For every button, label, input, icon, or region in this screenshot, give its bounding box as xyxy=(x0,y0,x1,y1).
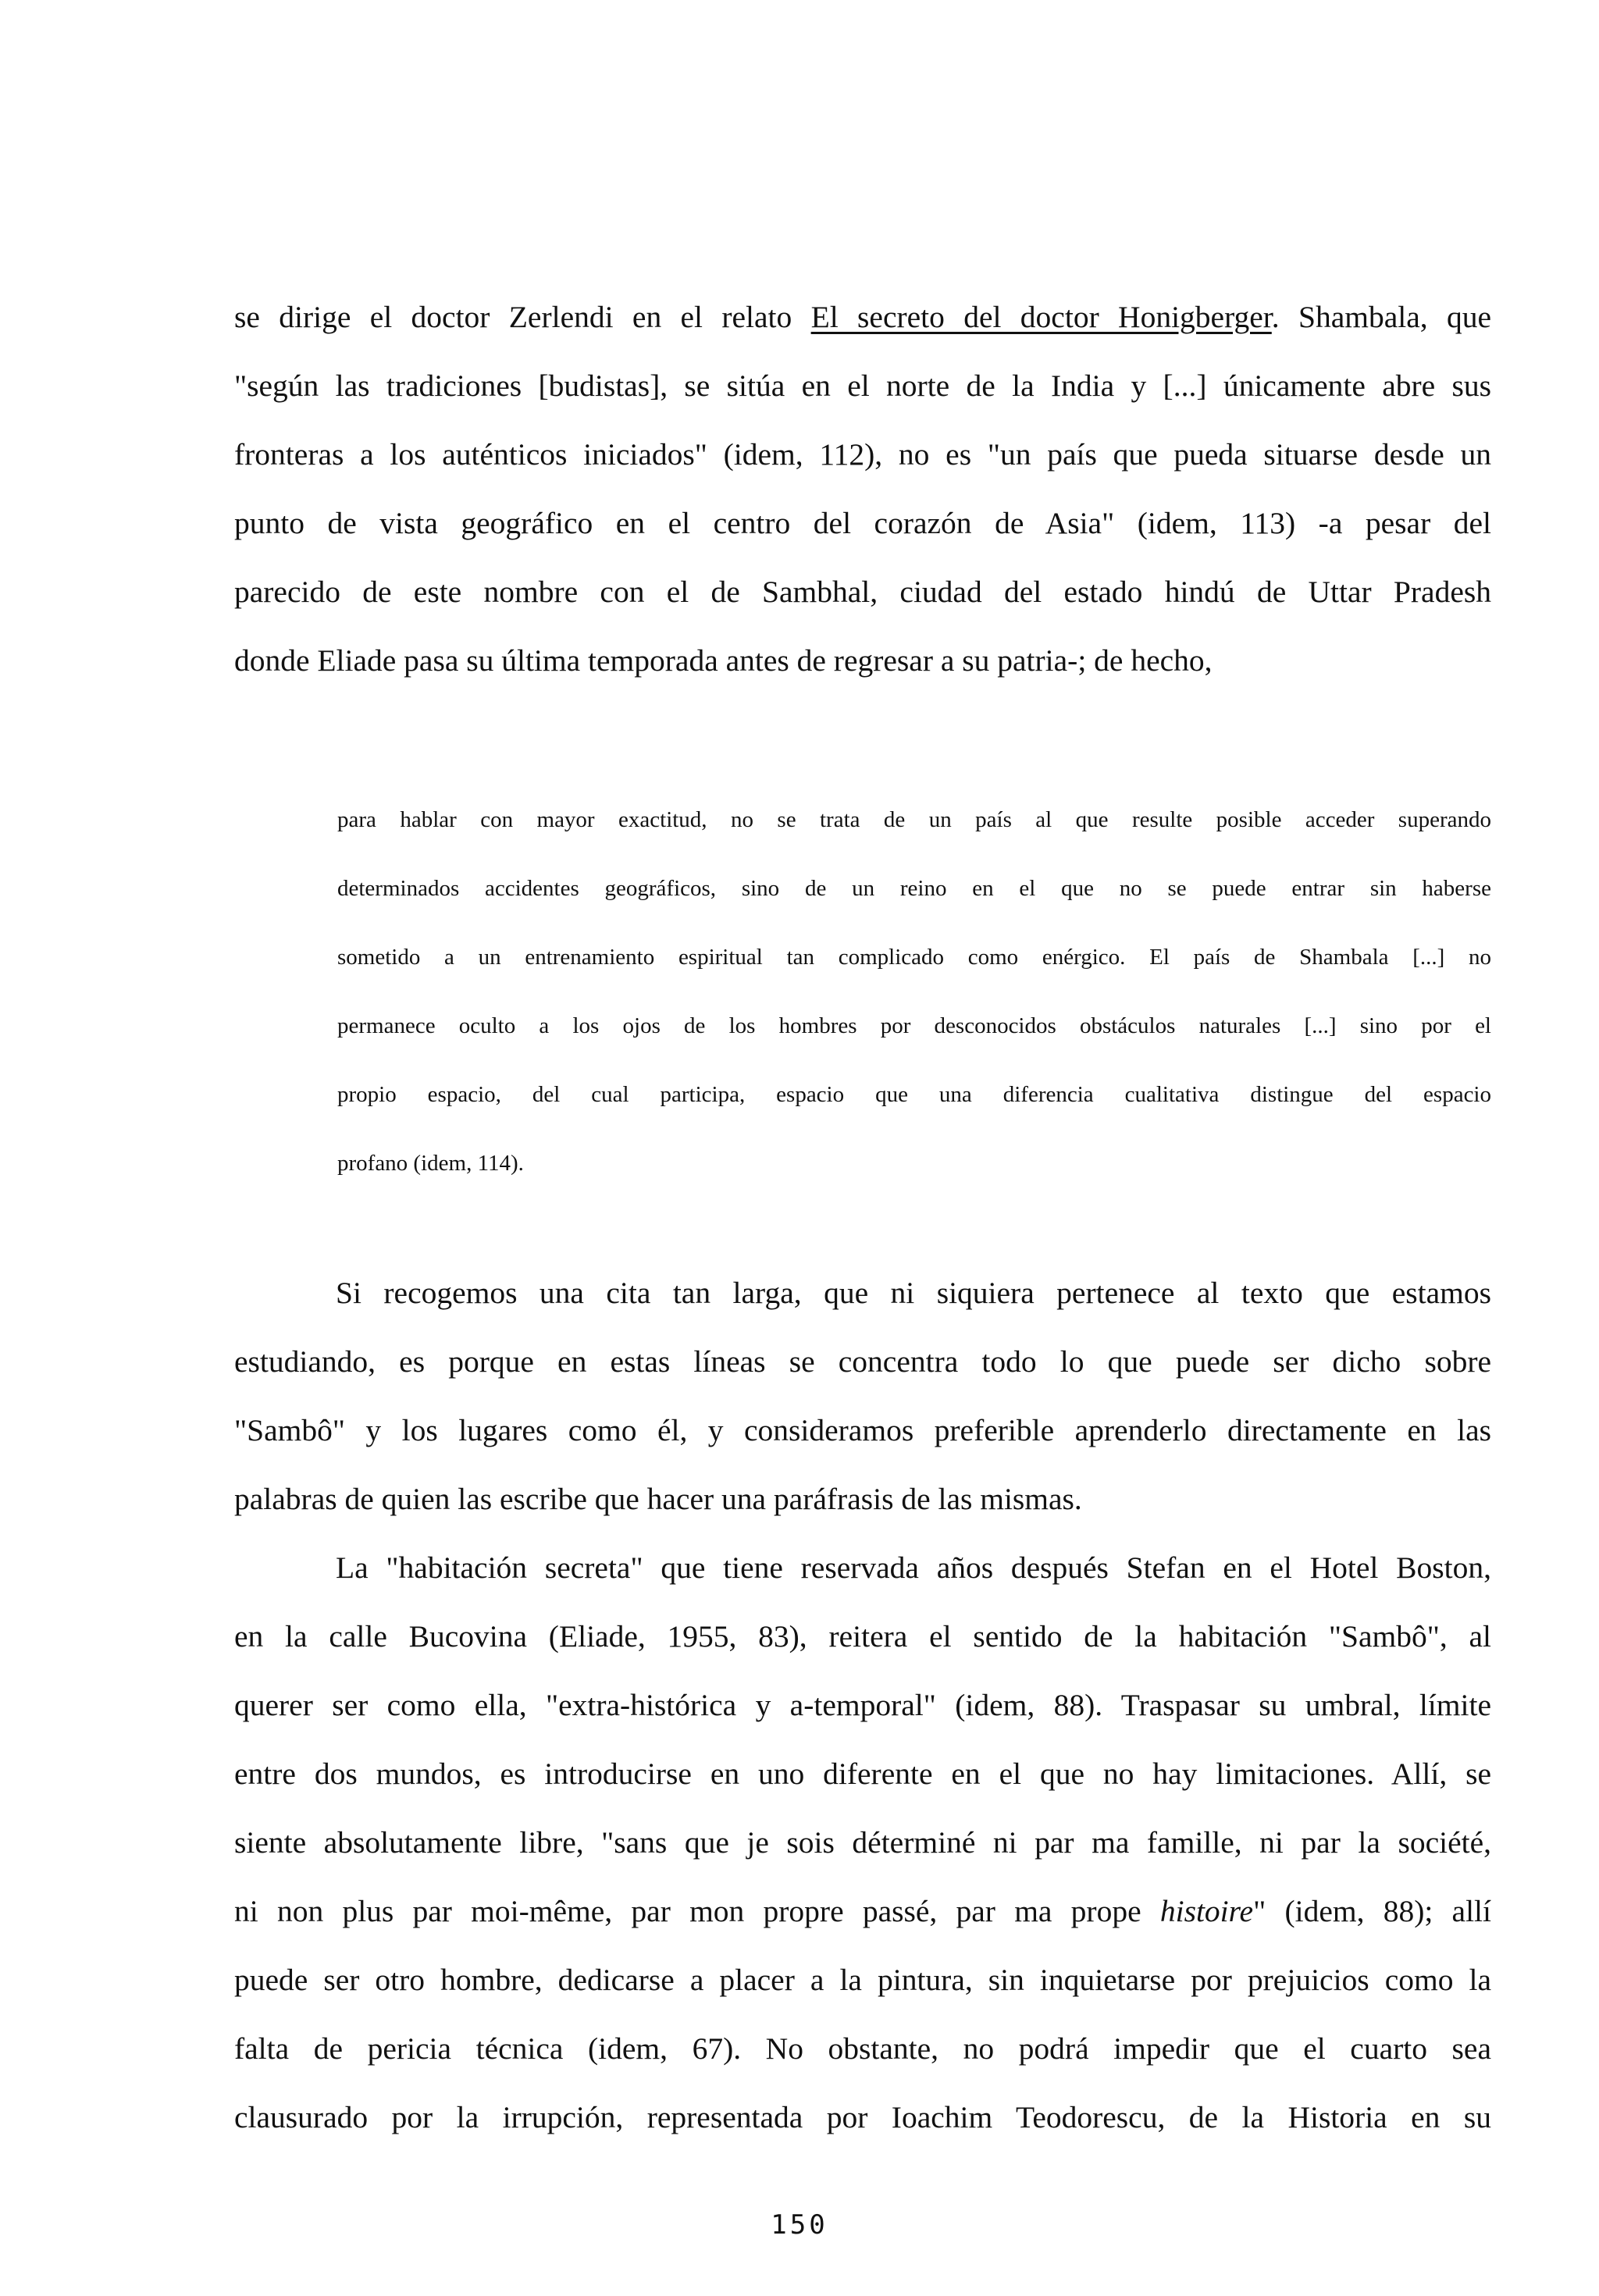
quote-line: para hablar con mayor exactitud, no se trata de un país al que resulte posible acceder superando xyxy=(337,807,1491,832)
text-line: "según las tradiciones [budistas], se sitúa en el norte de la India y [...] únicamente abre sus xyxy=(234,368,1491,403)
paragraph-3 xyxy=(234,1533,1491,2152)
text-run: " (idem, 88); allí xyxy=(1253,1894,1492,1928)
paragraph-1 xyxy=(234,283,1491,695)
text-line: La "habitación secreta" que tiene reservada años después Stefan en el Hotel Boston, xyxy=(336,1550,1491,1585)
text-line: punto de vista geográfico en el centro del corazón de Asia" (idem, 113) -a pesar del xyxy=(234,506,1491,540)
block-quote xyxy=(337,785,1491,1198)
text-run: se dirige el doctor Zerlendi en el relato xyxy=(234,300,811,334)
text-line: fronteras a los auténticos iniciados" (idem, 112), no es "un país que pueda situarse desde un xyxy=(234,437,1491,472)
text-line: estudiando, es porque en estas líneas se concentra todo lo que puede ser dicho sobre xyxy=(234,1344,1491,1379)
book-title: El secreto del doctor Honigberger xyxy=(810,300,1272,334)
quote-line: sometido a un entrenamiento espiritual tan complicado como enérgico. El país de Shambala [...] no xyxy=(337,945,1491,970)
text-line: falta de pericia técnica (idem, 67). No obstante, no podrá impedir que el cuarto sea xyxy=(234,2031,1491,2066)
text-line xyxy=(234,1877,1491,1945)
page-number: 150 xyxy=(771,2209,828,2241)
text-line: Si recogemos una cita tan larga, que ni siquiera pertenece al texto que estamos xyxy=(336,1276,1491,1310)
text-line: "Sambô" y los lugares como él, y consideramos preferible aprenderlo directamente en las xyxy=(234,1413,1491,1447)
text-line: querer ser como ella, "extra-histórica y a-temporal" (idem, 88). Traspasar su umbral, límite xyxy=(234,1688,1491,1722)
text-line: entre dos mundos, es introducirse en uno diferente en el que no hay limitaciones. Allí, se xyxy=(234,1757,1491,1791)
text-line: parecido de este nombre con el de Sambhal, ciudad del estado hindú de Uttar Pradesh xyxy=(234,575,1491,609)
text-line: puede ser otro hombre, dedicarse a placer a la pintura, sin inquietarse por prejuicios como la xyxy=(234,1963,1491,1997)
text-line: en la calle Bucovina (Eliade, 1955, 83), reitera el sentido de la habitación "Sambô", al xyxy=(234,1619,1491,1653)
quote-line: propio espacio, del cual participa, espacio que una diferencia cualitativa distingue del espacio xyxy=(337,1082,1491,1107)
text-line xyxy=(234,283,1491,351)
quote-line: profano (idem, 114). xyxy=(337,1151,524,1176)
paragraph-2 xyxy=(234,1258,1491,1533)
text-run: . Shambala, que xyxy=(1271,300,1491,334)
text-line: siente absolutamente libre, "sans que je sois déterminé ni par ma famille, ni par la société, xyxy=(234,1825,1491,1860)
quote-line: permanece oculto a los ojos de los hombres por desconocidos obstáculos naturales [...] sino por el xyxy=(337,1013,1491,1038)
quote-line: determinados accidentes geográficos, sino de un reino en el que no se puede entrar sin haberse xyxy=(337,876,1491,901)
italic-word: histoire xyxy=(1159,1894,1254,1928)
text-line: clausurado por la irrupción, representada por Ioachim Teodorescu, de la Historia en su xyxy=(234,2100,1491,2134)
text-run: ni non plus par moi-même, par mon propre passé, par ma prope xyxy=(234,1894,1160,1928)
text-line: palabras de quien las escribe que hacer una paráfrasis de las mismas. xyxy=(234,1482,1082,1516)
text-line: donde Eliade pasa su última temporada antes de regresar a su patria-; de hecho, xyxy=(234,643,1213,678)
